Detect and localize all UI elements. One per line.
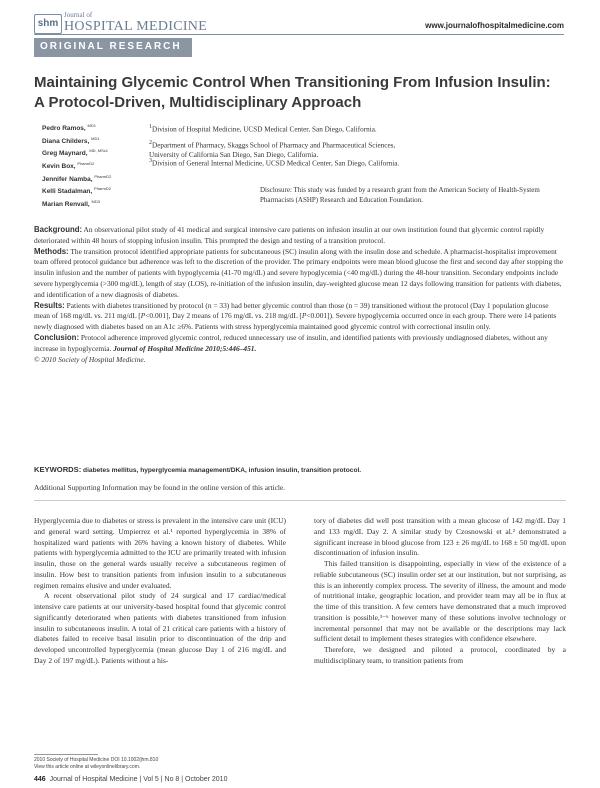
journal-of-label: Journal of: [64, 11, 93, 19]
methods-label: Methods:: [34, 246, 69, 256]
funding-disclosure: Disclosure: This study was funded by a research grant from the American Society of Health-System Pharmacists (ASHP) Research and Education Foundation.: [260, 186, 540, 204]
page-number: 446: [34, 776, 46, 783]
body-paragraph: A recent observational pilot study of 24 surgical and 17 cardiac/medical intensive care patients at our university-based hospital found that glycemic control significantly deteriorated when patients with diabetes transitioned from infusion insulin to subcutaneous insulin. A total of 21 critical care patients with a history of diabetes failed to receive basal insulin prior to discontinuation of the drip and developed uncontrolled hyperglycemia (mean glucose Day 1 of 216 mg/dL and Day 2 of 197 mg/dL). Patients without a his-: [34, 591, 286, 665]
conclusion-label: Conclusion:: [34, 332, 80, 342]
abstract-divider: [34, 500, 566, 501]
online-note: View this article online at wileyonlinelibrary.com.: [34, 764, 141, 770]
journal-name: HOSPITAL MEDICINE: [64, 19, 208, 34]
keywords-list: diabetes mellitus, hyperglycemia management/DKA, infusion insulin, transition protocol.: [83, 467, 362, 474]
affiliation-3: $^3$Division of General Internal Medicine, UCSD Medical Center, San Diego, California.: [149, 158, 400, 168]
results-label: Results:: [34, 300, 65, 310]
abstract-conclusion: Conclusion: Protocol adherence improved glycemic control, reduced unnecessary use of insulin, and identified patients with previously undiagnosed diabetes, without any increase in hypoglycemia. Journal of Hospital Medicine 2010;5:446–451.: [34, 332, 548, 353]
affiliation-1: $^1$Division of Hospital Medicine, UCSD Medical Center, San Diego, California.: [149, 124, 377, 134]
affiliation-2: $^2$Department of Pharmacy, Skaggs School of Pharmacy and Pharmaceutical Sciences, University of California San Diego, San Diego, California.: [149, 140, 396, 160]
author: Marian Renvall, $^{MD3}$: [42, 198, 100, 209]
abstract: [34, 225, 566, 365]
author: Diana Childers, $^{MD1}$: [42, 135, 100, 145]
abstract-background: Background: An observational pilot study of 41 medical and surgical intensive care patients on infusion insulin at our own institution found that glycemic control rapidly deteriorated within 48 hours of stopping infusion insulin. This prompted the design and testing of a transition protocol.: [34, 225, 545, 245]
supporting-info-note: Additional Supporting Information may be found in the online version of this article.: [34, 483, 286, 492]
author: Pedro Ramos, $^{MD1}$: [42, 123, 96, 133]
journal-citation: Journal of Hospital Medicine 2010;5:446–451.: [113, 343, 257, 353]
background-label: Background:: [34, 225, 83, 234]
page-footer: 446 Journal of Hospital Medicine | Vol 5 | No 8 | October 2010: [34, 776, 228, 783]
keywords-label: KEYWORDS:: [34, 465, 82, 474]
journal-website-link[interactable]: www.journalofhospitalmedicine.com: [425, 21, 564, 30]
author: Greg Maynard, $^{MD, MSc1}$: [42, 148, 109, 158]
section-label: ORIGINAL RESEARCH: [40, 41, 182, 52]
body-column-right: [314, 516, 566, 667]
body-paragraph: Therefore, we designed and piloted a protocol, coordinated by a multidisciplinary team, to transition patients from: [314, 645, 566, 665]
body-paragraph: This failed transition is disappointing, especially in view of the existence of a reliable subcutaneous (SC) insulin order set at our institution, but not surprising, as this is an inherently complex process. The severity of illness, the amount and mode of nutritional intake, geographic location, and provider team may all be in flux at the time of this transition. A few centers have demonstrated that a much improved transition is possible,³⁻⁶ however many of these solutions involve technology or incremental personnel that may not be available or the descriptions may lack sufficient detail to implement theses strategies with confidence elsewhere.: [314, 559, 566, 644]
author: Kelli Stadalman, $^{PharmD2}$: [42, 186, 111, 196]
abstract-results: Results: Patients with diabetes transitioned by protocol (n = 33) had better glycemic control than those (n = 39) transitioned without the protocol (Day 1 population glucose mean of 168 mg/dL vs. 211 mg/dL [P<0.001], Day 2 means of 176 mg/dL vs. 218 mg/dL [P<0.001]). Severe hypoglycemia occurred once in each group. There were 14 patients newly diagnosed with diabetes based on an A1c ≥6%. Patients with stress hyperglycemia maintained good glycemic control with correctional insulin only.: [34, 300, 557, 332]
body-paragraph: Hyperglycemia due to diabetes or stress is prevalent in the intensive care unit (ICU) and general ward setting. Umpierrez et al.¹ reported hyperglycemia in 38% of hospitalized ward patients with 26% having a known history of diabetes. While patients with hyperglycemia admitted to the ICU are primarily treated with infusion insulin, those on the general wards usually receive a subcutaneous regimen of insulin. How best to transition patients from infusion insulin to a subcutaneous regimen remains elusive and under evaluated.: [34, 516, 286, 590]
author: Kevin Box, $^{PharmD2}$: [42, 160, 95, 171]
header-rule: [34, 34, 564, 35]
society-logo: shm: [34, 14, 62, 34]
footer-date: October 2010: [185, 776, 228, 783]
body-column-left: [34, 516, 286, 667]
article-title: Maintaining Glycemic Control When Transitioning From Infusion Insulin: A Protocol-Driven, Multidisciplinary Approach: [34, 74, 551, 111]
author-list: [42, 121, 142, 210]
author: Jennifer Namba, $^{PharmD2}$: [42, 173, 112, 183]
keywords-line: [34, 465, 566, 474]
doi-line: 2010 Society of Hospital Medicine DOI 10.1002/jhm.810: [34, 757, 159, 763]
copyright-line: © 2010 Society of Hospital Medicine.: [34, 354, 146, 364]
footer-volume: Vol 5: [143, 776, 159, 783]
footnote-rule: [34, 754, 98, 755]
footer-journal: Journal of Hospital Medicine: [49, 776, 138, 783]
footer-issue: No 8: [164, 776, 180, 783]
body-paragraph: tory of diabetes did well post transition with a mean glucose of 142 mg/dL Day 1 and 133 mg/dL Day 2. A similar study by Czosnowski et al.² demonstrated a significant increase in blood glucose from 123 ± 26 mg/dL to 168 ± 50 mg/dL upon discontinuation of infusion insulin.: [314, 516, 566, 558]
abstract-methods: Methods: The transition protocol identified appropriate patients for subcutaneous (SC) insulin along with the insulin dose and schedule. A pharmacist-hospitalist improvement team offered protocol guidance but adherence was left to the discretion of the provider. The primary endpoints were mean blood glucose the first and second day after stopping the insulin infusion and the number of patients with hypoglycemia (41-70 mg/dL) and severe hypoglycemia (<40 mg/dL) during the 48-hour transition. Secondary endpoints include severe hyperglycemia (>300 mg/dL), length of stay (LOS), re-initiation of the infusion insulin, day-weighted glucose mean 12 days following transition for patients with diabetes, and identification of a new diagnosis of diabetes.: [34, 246, 564, 299]
